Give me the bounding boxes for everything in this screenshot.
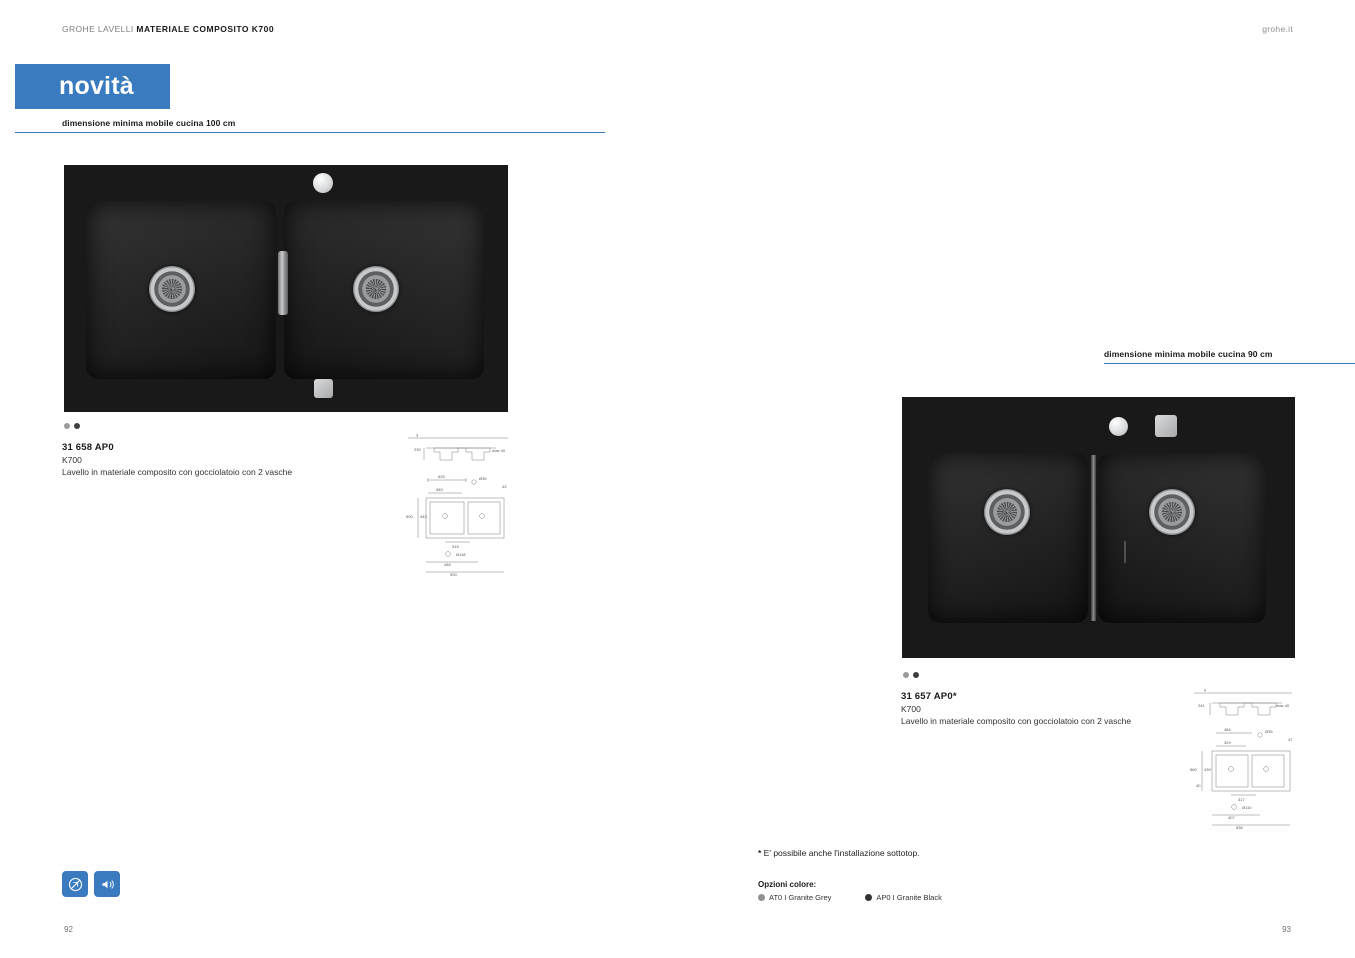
technical-drawing-31657AP0 [1186, 685, 1306, 835]
sink2-divider [1091, 455, 1096, 621]
sink2-basin-left [928, 453, 1088, 623]
color-options [758, 880, 942, 902]
right-section-caption [1104, 349, 1355, 364]
svg-text:439: 439 [1204, 767, 1211, 772]
header-brand: GROHE LAVELLI [62, 24, 134, 34]
product-series: K700 [62, 455, 82, 465]
color-swatch-at0 [758, 894, 765, 901]
svg-text:500: 500 [406, 514, 413, 519]
header-series: K700 [251, 24, 275, 34]
svg-text:383: 383 [436, 487, 443, 492]
svg-text:max 40: max 40 [1276, 703, 1290, 708]
svg-text:443: 443 [420, 514, 427, 519]
svg-text:241: 241 [1198, 703, 1205, 708]
color-dot-at0 [64, 423, 70, 429]
color-option-at0 [758, 893, 831, 902]
header-category: MATERIALE COMPOSITO [136, 24, 250, 34]
header-breadcrumb [62, 24, 274, 34]
svg-text:560: 560 [1190, 767, 1197, 772]
svg-text:625: 625 [438, 474, 445, 479]
left-section-caption [15, 118, 605, 133]
product-code: 31 657 AP0* [901, 691, 957, 702]
sink2-basin-right [1098, 453, 1266, 623]
drain-right-icon [353, 266, 399, 312]
product-photo-31657AP0 [902, 397, 1295, 658]
left-section-rule [15, 132, 605, 133]
product-code: 31 658 AP0 [62, 442, 114, 453]
svg-text:329: 329 [1224, 740, 1231, 745]
footnote-marker: * [758, 848, 762, 858]
sink2-drain-right-icon [1149, 489, 1195, 535]
product-description: Lavello in materiale composito con gocciolatoio con 2 vasche [901, 716, 1132, 726]
svg-text:485: 485 [444, 562, 451, 567]
svg-text:Ø35: Ø35 [479, 476, 487, 481]
color-dot-at0 [903, 672, 909, 678]
svg-text:836: 836 [1236, 825, 1243, 830]
product-series: K700 [901, 704, 921, 714]
reversible-icon [62, 871, 88, 897]
svg-text:max 40: max 40 [492, 448, 506, 453]
footnote-text: E' possibile anche l'installazione sottotop. [761, 848, 920, 858]
tap-hole-icon [313, 173, 333, 193]
svg-text:9: 9 [1204, 687, 1207, 693]
color-dots-31657AP0 [903, 672, 919, 678]
svg-text:900: 900 [450, 572, 457, 577]
svg-text:315: 315 [452, 544, 459, 549]
svg-text:3: 3 [416, 432, 419, 438]
product-description: Lavello in materiale composito con gocciolatoio con 2 vasche [62, 467, 293, 477]
color-option-label: AT0 I Granite Grey [769, 893, 832, 902]
color-dot-ap0 [913, 672, 919, 678]
svg-text:Ø118: Ø118 [456, 552, 466, 557]
novita-badge-label: novità [59, 72, 134, 100]
color-options-title: Opzioni colore: [758, 880, 817, 889]
accessory-hole-icon [314, 379, 333, 398]
feature-icons [62, 871, 120, 897]
svg-text:230: 230 [414, 447, 421, 452]
color-swatch-ap0 [865, 894, 872, 901]
header-website: grohe.it [1262, 24, 1293, 34]
svg-text:Ø110: Ø110 [1242, 805, 1252, 810]
right-section-caption-label: dimensione minima mobile cucina 90 cm [1104, 349, 1273, 359]
sink2-accessory-hole-icon [1155, 415, 1177, 437]
sound-insulation-icon [94, 871, 120, 897]
right-section-rule [1104, 363, 1355, 364]
drain-left-icon [149, 266, 195, 312]
product-photo-31658AP0 [64, 165, 508, 412]
svg-text:43: 43 [502, 484, 507, 489]
left-section-caption-label: dimensione minima mobile cucina 100 cm [62, 118, 236, 128]
novita-badge [15, 64, 170, 109]
color-dots-31658AP0 [64, 423, 80, 429]
color-dot-ap0 [74, 423, 80, 429]
svg-text:317: 317 [1238, 797, 1245, 802]
sink-divider [278, 251, 288, 315]
sink2-tap-hole-icon [1109, 417, 1128, 436]
page-number-right: 93 [1282, 925, 1291, 934]
sink2-overflow-slot [1124, 541, 1126, 563]
svg-text:40: 40 [1196, 783, 1201, 788]
product-info-31658AP0 [62, 442, 292, 478]
color-option-ap0 [865, 893, 941, 902]
svg-text:Ø35: Ø35 [1265, 729, 1273, 734]
footnote [758, 848, 920, 858]
svg-text:407: 407 [1228, 815, 1235, 820]
svg-text:484: 484 [1224, 727, 1231, 732]
page-number-left: 92 [64, 925, 73, 934]
svg-text:47: 47 [1288, 737, 1293, 742]
color-option-label: AP0 I Granite Black [876, 893, 942, 902]
technical-drawing-31658AP0 [400, 430, 520, 585]
product-info-31657AP0 [901, 691, 1131, 727]
sink2-drain-left-icon [984, 489, 1030, 535]
